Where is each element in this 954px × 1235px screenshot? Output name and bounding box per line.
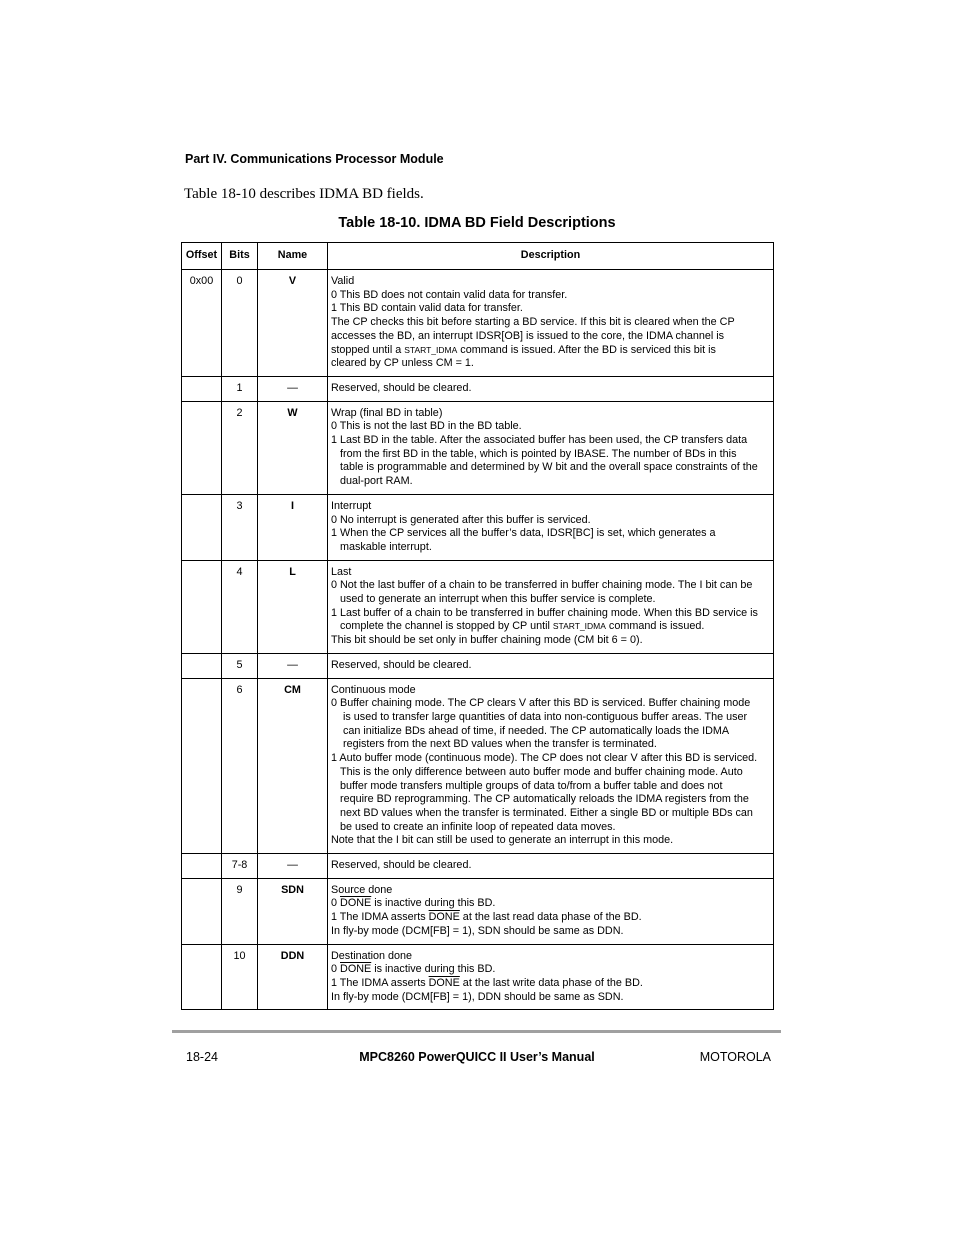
manual-title: MPC8260 PowerQUICC II User’s Manual: [359, 1050, 595, 1064]
table-header-row: [182, 243, 774, 270]
description-line: [331, 911, 770, 925]
description-cell: [328, 560, 774, 653]
description-line: [331, 897, 770, 911]
description-cell: [328, 678, 774, 853]
description-line: dual-port RAM.: [340, 475, 413, 488]
description-line: be used to create an infinite loop of repeated data moves.: [340, 820, 616, 833]
description-line: 1 This BD contain valid data for transfer.: [331, 302, 523, 315]
offset-cell: [182, 376, 222, 401]
text-run: command is issued. After the BD is serviced this bit is: [457, 343, 716, 356]
description-line: 0 Not the last buffer of a chain to be transferred in buffer chaining mode. The I bit can be: [331, 579, 753, 592]
description-line: In fly-by mode (DCM[FB] = 1), DDN should be same as SDN.: [331, 990, 624, 1003]
name-cell: —: [258, 376, 328, 401]
description-cell: [328, 878, 774, 944]
offset-cell: [182, 401, 222, 494]
idma-bd-field-table: [181, 242, 774, 1010]
description-line: from the first BD in the table, which is pointed by IBASE. The number of BDs in this: [340, 447, 737, 460]
description-line: require BD reprogramming. The CP automatically reloads the IDMA registers from the: [340, 793, 749, 806]
description-cell: [328, 854, 774, 879]
description-line: 0 This is not the last BD in the BD table.: [331, 420, 522, 433]
bits-cell: 10: [222, 944, 258, 1010]
bits-cell: 1: [222, 376, 258, 401]
description-line: 0 No interrupt is generated after this buffer is serviced.: [331, 513, 591, 526]
intro-text: Table 18-10 describes IDMA BD fields.: [184, 186, 424, 202]
bits-cell: 9: [222, 878, 258, 944]
description-line: Valid: [331, 275, 355, 287]
signal-name: DONE: [340, 963, 372, 976]
description-line: Continuous mode: [331, 683, 416, 696]
text-run: at the last write data phase of the BD.: [459, 976, 643, 989]
name-cell: DDN: [258, 944, 328, 1010]
offset-cell: [182, 944, 222, 1010]
description-cell: [328, 944, 774, 1010]
column-header-description: Description: [328, 243, 774, 270]
table-row: [182, 678, 774, 853]
page-number: 18-24: [186, 1050, 218, 1064]
description-line: [331, 620, 770, 634]
bits-cell: 2: [222, 401, 258, 494]
offset-cell: [182, 494, 222, 560]
command-name: START_IDMA: [552, 621, 606, 632]
description-line: registers from the next BD values when the transfer is terminated.: [343, 738, 657, 751]
running-header: Part IV. Communications Processor Module: [185, 152, 444, 166]
description-line: Reserved, should be cleared.: [331, 381, 472, 394]
text-run: complete the channel is stopped by CP until: [340, 620, 553, 633]
column-header-name: Name: [258, 243, 328, 270]
description-line: maskable interrupt.: [340, 540, 432, 553]
description-line: [331, 977, 770, 991]
bits-cell: 7-8: [222, 854, 258, 879]
table-row: [182, 878, 774, 944]
description-line: Note that the I bit can still be used to generate an interrupt in this mode.: [331, 834, 674, 847]
description-line: This is the only difference between auto buffer mode and buffer chaining mode. Auto: [340, 765, 743, 778]
offset-cell: [182, 653, 222, 678]
description-line: 0 This BD does not contain valid data for transfer.: [331, 288, 568, 301]
table-row: [182, 270, 774, 377]
description-line: Destination done: [331, 949, 413, 962]
name-cell: I: [258, 494, 328, 560]
text-run: 1 The IDMA asserts: [331, 911, 429, 924]
offset-cell: [182, 878, 222, 944]
name-cell: V: [258, 270, 328, 377]
command-name: START_IDMA: [404, 344, 458, 355]
description-line: Interrupt: [331, 499, 372, 512]
offset-cell: [182, 854, 222, 879]
table-row: [182, 401, 774, 494]
text-run: 0: [331, 897, 341, 910]
description-line: Last: [331, 565, 352, 578]
description-line: 1 Last buffer of a chain to be transferred in buffer chaining mode. When this BD service is: [331, 606, 758, 619]
table-row: [182, 653, 774, 678]
description-cell: [328, 376, 774, 401]
description-line: 1 When the CP services all the buffer’s data, IDSR[BC] is set, which generates a: [331, 527, 716, 540]
text-run: is inactive during this BD.: [371, 897, 496, 910]
description-line: buffer mode transfers multiple groups of data to/from a buffer table and does not: [340, 779, 723, 792]
text-run: 0: [331, 963, 341, 976]
name-cell: W: [258, 401, 328, 494]
table-row: [182, 376, 774, 401]
description-line: Reserved, should be cleared.: [331, 859, 472, 872]
table-row: [182, 560, 774, 653]
description-line: [331, 344, 770, 358]
description-cell: [328, 270, 774, 377]
bits-cell: 3: [222, 494, 258, 560]
offset-cell: [182, 678, 222, 853]
description-cell: [328, 494, 774, 560]
signal-name: DONE: [428, 911, 460, 924]
offset-cell: 0x00: [182, 270, 222, 377]
signal-name: DONE: [340, 897, 372, 910]
description-line: next BD values when the transfer is terminated. Either a single BD or multiple BDs can: [340, 806, 753, 819]
column-header-bits: Bits: [222, 243, 258, 270]
description-line: 0 Buffer chaining mode. The CP clears V after this BD is serviced. Buffer chaining mode: [331, 697, 751, 710]
name-cell: —: [258, 854, 328, 879]
text-run: is inactive during this BD.: [371, 963, 496, 976]
description-line: Source done: [331, 883, 393, 896]
table-row: [182, 494, 774, 560]
table-title: Table 18-10. IDMA BD Field Descriptions: [338, 215, 616, 231]
table-row: [182, 944, 774, 1010]
description-line: used to generate an interrupt when this buffer service is complete.: [340, 593, 656, 606]
text-run: stopped until a: [331, 343, 405, 356]
description-line: Wrap (final BD in table): [331, 406, 443, 419]
bits-cell: 0: [222, 270, 258, 377]
text-run: command is issued.: [605, 620, 705, 633]
signal-name: DONE: [428, 976, 460, 989]
column-header-offset: Offset: [182, 243, 222, 270]
name-cell: L: [258, 560, 328, 653]
description-line: Reserved, should be cleared.: [331, 658, 472, 671]
name-cell: —: [258, 653, 328, 678]
description-line: can initialize BDs ahead of time, if needed. The CP automatically loads the IDMA: [343, 724, 730, 737]
description-line: In fly-by mode (DCM[FB] = 1), SDN should be same as DDN.: [331, 924, 624, 937]
description-line: is used to transfer large quantities of data into non-contiguous buffer areas. The user: [343, 710, 748, 723]
footer-divider: [172, 1030, 781, 1033]
description-line: 1 Auto buffer mode (continuous mode). The CP does not clear V after this BD is serviced.: [331, 752, 758, 765]
offset-cell: [182, 560, 222, 653]
bits-cell: 4: [222, 560, 258, 653]
name-cell: CM: [258, 678, 328, 853]
description-line: accesses the BD, an interrupt IDSR[OB] is issued to the core, the IDMA channel is: [331, 329, 725, 342]
description-cell: [328, 653, 774, 678]
brand-name: MOTOROLA: [699, 1050, 771, 1064]
description-line: [331, 963, 770, 977]
description-line: cleared by CP unless CM = 1.: [331, 357, 474, 370]
name-cell: SDN: [258, 878, 328, 944]
description-cell: [328, 401, 774, 494]
description-line: 1 Last BD in the table. After the associated buffer has been used, the CP transfers data: [331, 434, 748, 447]
description-line: table is programmable and determined by W bit and the overall space constraints of the: [340, 461, 758, 474]
text-run: 1 The IDMA asserts: [331, 976, 429, 989]
table-row: [182, 854, 774, 879]
bits-cell: 6: [222, 678, 258, 853]
bits-cell: 5: [222, 653, 258, 678]
text-run: at the last read data phase of the BD.: [459, 911, 642, 924]
description-line: The CP checks this bit before starting a BD service. If this bit is cleared when the CP: [331, 316, 735, 329]
description-line: This bit should be set only in buffer chaining mode (CM bit 6 = 0).: [331, 634, 643, 647]
